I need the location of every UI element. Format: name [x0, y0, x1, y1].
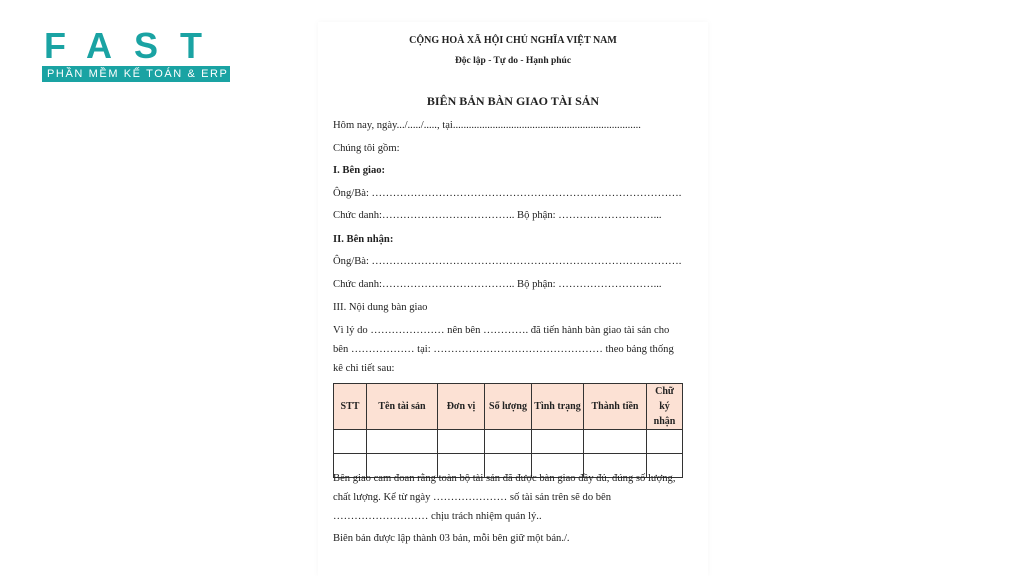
brand-name: FAST [44, 25, 225, 66]
col-header-quantity: Số lượng [485, 384, 532, 430]
col-header-stt: STT [334, 384, 367, 430]
content-line-3: kê chi tiết sau: [333, 363, 395, 374]
header-country: CỘNG HOÀ XÃ HỘI CHỦ NGHĨA VIỆT NAM [409, 35, 617, 46]
content-line-1: Vì lý do ………………… nên bên …………. đã tiến hành bàn giao tài sản cho [333, 325, 670, 336]
col-header-unit: Đơn vị [438, 384, 485, 430]
table-cell [438, 430, 485, 454]
party1-title-line: Chức danh:……………………………….. Bộ phận: ………………………... [333, 210, 662, 221]
party2-heading: II. Bên nhận: [333, 234, 394, 245]
intro-line: Chúng tôi gồm: [333, 143, 400, 154]
content-heading: III. Nội dung bàn giao [333, 302, 428, 313]
commit-line-2: chất lượng. Kể từ ngày ………………… số tài sản trên sẽ do bên [333, 492, 612, 503]
closing-line: Biên bản được lập thành 03 bản, mỗi bên giữ một bản./. [333, 533, 570, 544]
brand-logo [42, 25, 230, 82]
table-cell [367, 430, 438, 454]
party1-heading: I. Bên giao: [333, 165, 386, 176]
table-cell [647, 430, 683, 454]
col-header-amount: Thành tiền [584, 384, 647, 430]
header-motto: Độc lập - Tự do - Hạnh phúc [454, 56, 572, 66]
document-page [318, 22, 708, 576]
date-line: Hôm nay, ngày.../...../....., tại....................................................................... [333, 120, 641, 131]
table-header-row [334, 384, 683, 430]
document-title: BIÊN BẢN BÀN GIAO TÀI SẢN [426, 94, 600, 108]
commit-line-1: Bên giao cam đoan rằng toàn bộ tài sản đã được bàn giao đầy đủ, đúng số lượng, [333, 473, 676, 484]
content-line-2: bên ……………… tại: ………………………………………… theo bảng thống [333, 344, 674, 355]
table-cell [584, 430, 647, 454]
table-cell [485, 430, 532, 454]
party2-name-line: Ông/Bà: ……………………………………………………………………………. [333, 256, 682, 267]
asset-table [333, 383, 683, 478]
party2-title-line: Chức danh:……………………………….. Bộ phận: ………………………... [333, 279, 662, 290]
table-cell [532, 430, 584, 454]
party1-name-line: Ông/Bà: ……………………………………………………………………………. [333, 188, 682, 199]
table-row [334, 430, 683, 454]
col-header-signature: Chữ ký nhận [647, 384, 683, 430]
brand-tagline: PHẦN MỀM KẾ TOÁN & ERP [42, 66, 230, 82]
col-header-asset-name: Tên tài sản [367, 384, 438, 430]
col-header-condition: Tình trạng [532, 384, 584, 430]
table-cell [334, 430, 367, 454]
commit-line-3: ……………………… chịu trách nhiệm quản lý.. [333, 511, 542, 522]
